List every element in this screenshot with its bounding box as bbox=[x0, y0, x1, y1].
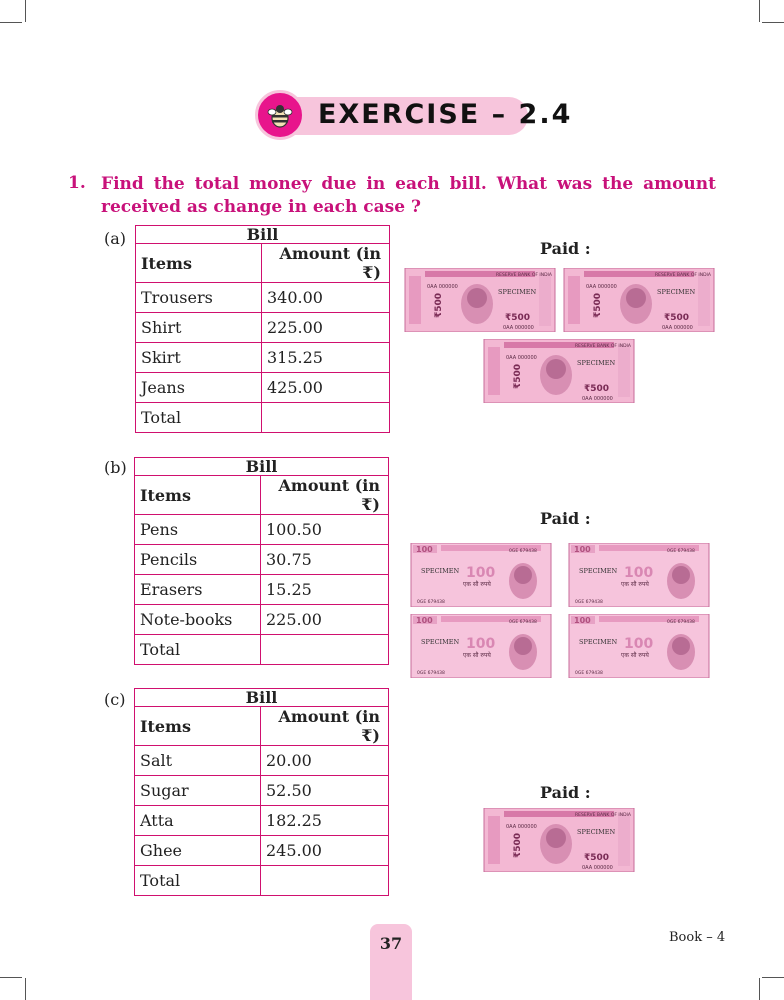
item-amount: 315.25 bbox=[262, 343, 390, 373]
svg-text:100: 100 bbox=[416, 545, 433, 554]
note-value: ₹500 bbox=[584, 853, 610, 863]
item-amount: 225.00 bbox=[261, 605, 389, 635]
note-serial: 0GE 679438 bbox=[667, 549, 695, 554]
column-header-amount: Amount (in ₹) bbox=[262, 244, 390, 283]
bill-table bbox=[134, 457, 389, 665]
banknote-500-image bbox=[563, 268, 715, 332]
note-serial: 0AA 000000 bbox=[427, 284, 458, 290]
table-row bbox=[136, 373, 390, 403]
note-words: एक सौ रुपये bbox=[621, 581, 649, 588]
svg-text:₹500: ₹500 bbox=[513, 832, 523, 858]
table-row bbox=[135, 575, 389, 605]
part-label: (c) bbox=[104, 690, 126, 709]
note-value: ₹500 bbox=[584, 384, 610, 394]
item-name: Sugar bbox=[135, 776, 261, 806]
note-specimen: SPECIMEN bbox=[498, 288, 537, 296]
svg-text:₹500: ₹500 bbox=[434, 292, 444, 318]
question-number: 1. bbox=[68, 173, 86, 193]
note-serial: 0GE 679438 bbox=[667, 620, 695, 625]
item-name: Trousers bbox=[136, 283, 262, 313]
item-amount: 245.00 bbox=[261, 836, 389, 866]
note-specimen: SPECIMEN bbox=[421, 638, 460, 646]
bill-title: Bill bbox=[135, 458, 389, 476]
note-specimen: SPECIMEN bbox=[579, 567, 618, 575]
total-label: Total bbox=[135, 635, 261, 665]
note-value: ₹500 bbox=[505, 313, 531, 323]
bee-badge-icon bbox=[255, 90, 305, 140]
table-row bbox=[135, 776, 389, 806]
book-label: Book – 4 bbox=[669, 930, 726, 945]
note-serial: 0AA 000000 bbox=[506, 355, 537, 361]
note-value: 100 bbox=[466, 565, 496, 581]
total-amount[interactable] bbox=[261, 635, 389, 665]
question-text: Find the total money due in each bill. What was the amount received as change in each case ? bbox=[101, 174, 716, 217]
table-row bbox=[135, 836, 389, 866]
item-name: Erasers bbox=[135, 575, 261, 605]
column-header-amount: Amount (in ₹) bbox=[261, 476, 389, 515]
crop-mark bbox=[0, 22, 22, 23]
note-value: ₹500 bbox=[664, 313, 690, 323]
svg-text:100: 100 bbox=[416, 616, 433, 625]
banknote-100-image bbox=[568, 614, 710, 678]
table-row bbox=[136, 343, 390, 373]
item-amount: 30.75 bbox=[261, 545, 389, 575]
note-serial: 0GE 679438 bbox=[575, 671, 603, 676]
table-row bbox=[136, 313, 390, 343]
note-words: एक सौ रुपये bbox=[463, 581, 491, 588]
note-value: 100 bbox=[624, 636, 654, 652]
crop-mark bbox=[25, 0, 26, 22]
table-row bbox=[135, 545, 389, 575]
note-bank: RESERVE BANK OF INDIA bbox=[575, 344, 631, 349]
crop-mark bbox=[25, 978, 26, 1000]
part-label: (b) bbox=[104, 458, 127, 477]
banknote-500-image bbox=[404, 268, 556, 332]
note-words: एक सौ रुपये bbox=[463, 652, 491, 659]
note-serial: 0GE 679438 bbox=[417, 671, 445, 676]
note-serial: 0AA 000000 bbox=[506, 824, 537, 830]
banknote-100-image bbox=[410, 614, 552, 678]
item-amount: 20.00 bbox=[261, 746, 389, 776]
total-label: Total bbox=[136, 403, 262, 433]
item-amount: 182.25 bbox=[261, 806, 389, 836]
page-number-tab bbox=[370, 924, 412, 1000]
table-row bbox=[135, 806, 389, 836]
bill-table bbox=[135, 225, 390, 433]
paid-label: Paid : bbox=[540, 239, 591, 258]
item-name: Shirt bbox=[136, 313, 262, 343]
total-amount[interactable] bbox=[262, 403, 390, 433]
column-header-items: Items bbox=[135, 707, 261, 746]
crop-mark bbox=[759, 0, 760, 22]
item-name: Jeans bbox=[136, 373, 262, 403]
note-bank: RESERVE BANK OF INDIA bbox=[496, 273, 552, 278]
banknote-100-image bbox=[568, 543, 710, 607]
total-amount[interactable] bbox=[261, 866, 389, 896]
paid-label: Paid : bbox=[540, 509, 591, 528]
note-specimen: SPECIMEN bbox=[577, 359, 616, 367]
note-serial: 0AA 000000 bbox=[582, 396, 613, 402]
table-row bbox=[136, 403, 390, 433]
table-row bbox=[135, 635, 389, 665]
total-label: Total bbox=[135, 866, 261, 896]
paid-label: Paid : bbox=[540, 783, 591, 802]
table-row bbox=[135, 746, 389, 776]
crop-mark bbox=[762, 977, 784, 978]
item-name: Atta bbox=[135, 806, 261, 836]
bill-title: Bill bbox=[136, 226, 390, 244]
note-serial: 0AA 000000 bbox=[662, 325, 693, 331]
svg-text:100: 100 bbox=[574, 616, 591, 625]
table-row bbox=[136, 283, 390, 313]
item-amount: 100.50 bbox=[261, 515, 389, 545]
item-amount: 225.00 bbox=[262, 313, 390, 343]
svg-text:₹500: ₹500 bbox=[513, 363, 523, 389]
note-serial: 0AA 000000 bbox=[503, 325, 534, 331]
svg-text:100: 100 bbox=[574, 545, 591, 554]
item-name: Pencils bbox=[135, 545, 261, 575]
exercise-title: EXERCISE – 2.4 bbox=[318, 99, 573, 130]
note-serial: 0GE 679438 bbox=[509, 620, 537, 625]
column-header-items: Items bbox=[136, 244, 262, 283]
svg-text:₹500: ₹500 bbox=[593, 292, 603, 318]
banknote-500-image bbox=[483, 339, 635, 403]
table-row bbox=[135, 866, 389, 896]
bill-table bbox=[134, 688, 389, 896]
item-amount: 340.00 bbox=[262, 283, 390, 313]
table-row bbox=[135, 605, 389, 635]
note-bank: RESERVE BANK OF INDIA bbox=[655, 273, 711, 278]
note-serial: 0GE 679438 bbox=[509, 549, 537, 554]
item-name: Pens bbox=[135, 515, 261, 545]
item-name: Salt bbox=[135, 746, 261, 776]
bill-title: Bill bbox=[135, 689, 389, 707]
item-name: Note-books bbox=[135, 605, 261, 635]
item-name: Ghee bbox=[135, 836, 261, 866]
item-amount: 15.25 bbox=[261, 575, 389, 605]
item-name: Skirt bbox=[136, 343, 262, 373]
crop-mark bbox=[759, 978, 760, 1000]
note-specimen: SPECIMEN bbox=[657, 288, 696, 296]
banknote-100-image bbox=[410, 543, 552, 607]
item-amount: 425.00 bbox=[262, 373, 390, 403]
column-header-amount: Amount (in ₹) bbox=[261, 707, 389, 746]
banknote-500-image bbox=[483, 808, 635, 872]
page-number: 37 bbox=[379, 934, 403, 953]
note-words: एक सौ रुपये bbox=[621, 652, 649, 659]
crop-mark bbox=[762, 22, 784, 23]
note-value: 100 bbox=[624, 565, 654, 581]
note-specimen: SPECIMEN bbox=[579, 638, 618, 646]
note-specimen: SPECIMEN bbox=[577, 828, 616, 836]
table-row bbox=[135, 515, 389, 545]
note-specimen: SPECIMEN bbox=[421, 567, 460, 575]
column-header-items: Items bbox=[135, 476, 261, 515]
note-serial: 0GE 679438 bbox=[575, 600, 603, 605]
note-bank: RESERVE BANK OF INDIA bbox=[575, 813, 631, 818]
note-serial: 0AA 000000 bbox=[582, 865, 613, 871]
note-serial: 0AA 000000 bbox=[586, 284, 617, 290]
note-serial: 0GE 679438 bbox=[417, 600, 445, 605]
part-label: (a) bbox=[104, 229, 127, 248]
note-value: 100 bbox=[466, 636, 496, 652]
crop-mark bbox=[0, 977, 22, 978]
item-amount: 52.50 bbox=[261, 776, 389, 806]
